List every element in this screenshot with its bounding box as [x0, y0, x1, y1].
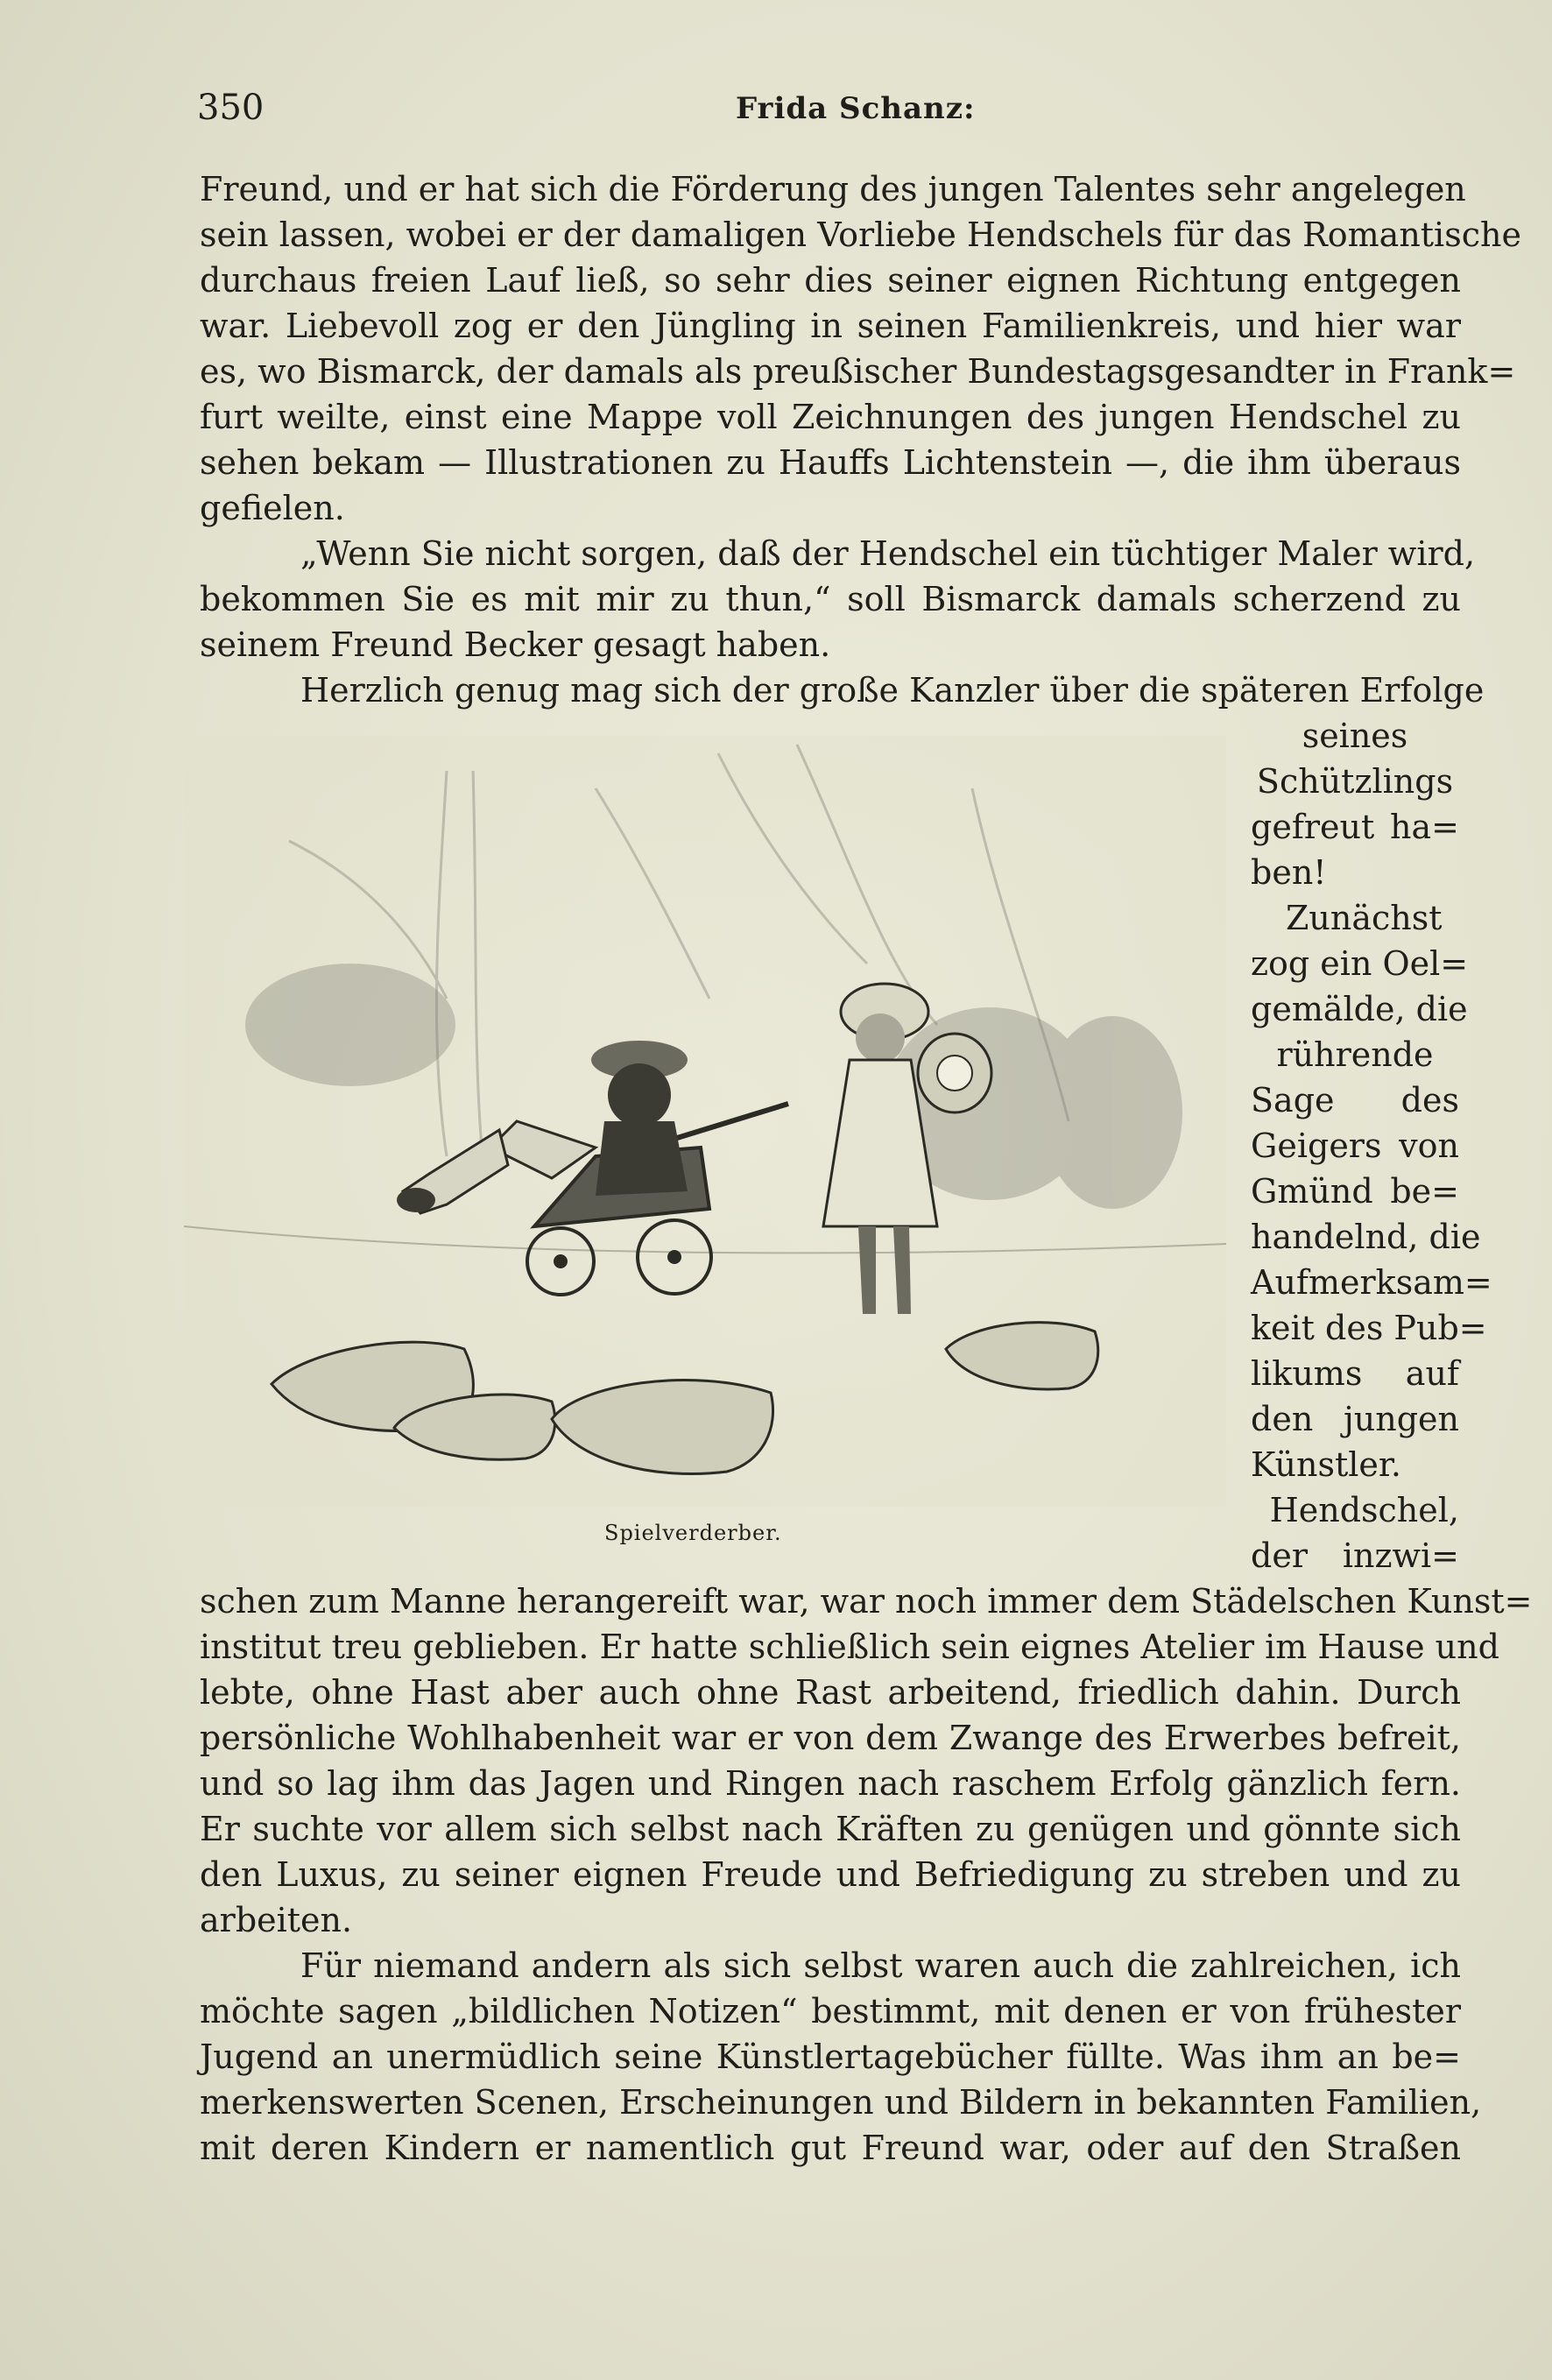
side-text-line: Aufmerksam=	[1251, 1263, 1492, 1302]
text-line: Jugend an unermüdlich seine Künstlertagebücher füllte. Was ihm an be=	[200, 2037, 1461, 2076]
text-line: seinem Freund Becker gesagt haben.	[200, 625, 831, 664]
side-text-line: ben!	[1251, 853, 1327, 892]
side-text-line: Gmünd be=	[1251, 1172, 1459, 1211]
text-line: merkenswerten Scenen, Erscheinungen und Bildern in bekannten Familien,	[200, 2083, 1482, 2122]
text-line: es, wo Bismarck, der damals als preußischer Bundestagsgesandter in Frank=	[200, 352, 1516, 391]
text-line: war. Liebevoll zog er den Jüngling in seinen Familienkreis, und hier war	[200, 307, 1461, 345]
text-line: Für niemand andern als sich selbst waren auch die zahlreichen, ich	[300, 1946, 1461, 1985]
side-text-line: handelnd, die	[1251, 1218, 1481, 1256]
side-text-line: Hendschel,	[1269, 1491, 1459, 1529]
side-text-line: Geigers von	[1251, 1126, 1459, 1165]
text-line: den Luxus, zu seiner eignen Freude und Befriedigung zu streben und zu	[200, 1855, 1461, 1894]
side-text-line: likums auf	[1251, 1354, 1459, 1393]
text-line: Er suchte vor allem sich selbst nach Kräften zu genügen und gönnte sich	[200, 1810, 1461, 1848]
text-line: und so lag ihm das Jagen und Ringen nach raschem Erfolg gänzlich fern.	[200, 1764, 1461, 1803]
figure-caption: Spielverderber.	[604, 1521, 782, 1545]
text-line: persönliche Wohlhabenheit war er von dem Zwange des Erwerbes befreit,	[200, 1719, 1461, 1757]
illustration-children-playing	[184, 736, 1226, 1507]
side-text-line: Sage des	[1251, 1081, 1459, 1119]
side-text-line: Schützlings	[1256, 762, 1454, 801]
side-text-line: der inzwi=	[1251, 1536, 1459, 1575]
side-text-line: gefreut ha=	[1251, 808, 1459, 846]
text-line: institut treu geblieben. Er hatte schließlich sein eignes Atelier im Hause und	[200, 1628, 1499, 1666]
side-text-line: keit des Pub=	[1251, 1309, 1487, 1347]
text-line: sehen bekam — Illustrationen zu Hauffs Lichtenstein —, die ihm überaus	[200, 443, 1461, 482]
side-text-line: Zunächst	[1286, 899, 1443, 937]
side-text-line: zog ein Oel=	[1251, 944, 1469, 983]
side-text-line: seines	[1302, 717, 1408, 755]
text-line: schen zum Manne herangereift war, war noch immer dem Städelschen Kunst=	[200, 1582, 1533, 1621]
side-text-line: rührende	[1276, 1035, 1434, 1074]
text-line: Herzlich genug mag sich der große Kanzler über die späteren Erfolge	[300, 671, 1485, 710]
text-line: furt weilte, einst eine Mappe voll Zeichnungen des jungen Hendschel zu	[200, 398, 1461, 436]
text-line: arbeiten.	[200, 1901, 353, 1939]
text-line: mit deren Kindern er namentlich gut Freund war, oder auf den Straßen	[200, 2129, 1461, 2167]
text-line: bekommen Sie es mit mir zu thun,“ soll Bismarck damals scherzend zu	[200, 580, 1461, 618]
text-line: sein lassen, wobei er der damaligen Vorliebe Hendschels für das Romantische	[200, 215, 1521, 254]
text-line: Freund, und er hat sich die Förderung des jungen Talentes sehr angelegen	[200, 170, 1466, 208]
page-header	[197, 88, 1429, 140]
side-text-line: gemälde, die	[1251, 990, 1468, 1028]
running-head: Frida Schanz:	[736, 91, 976, 126]
text-line: möchte sagen „bildlichen Notizen“ bestimmt, mit denen er von frühester	[200, 1992, 1461, 2030]
text-line: gefielen.	[200, 489, 345, 527]
text-line: „Wenn Sie nicht sorgen, daß der Hendschel ein tüchtiger Maler wird,	[300, 534, 1476, 573]
page-number: 350	[197, 88, 265, 128]
side-text-line: Künstler.	[1251, 1445, 1401, 1484]
text-line: durchaus freien Lauf ließ, so sehr dies seiner eignen Richtung entgegen	[200, 261, 1461, 300]
text-line: lebte, ohne Hast aber auch ohne Rast arbeitend, friedlich dahin. Durch	[200, 1673, 1461, 1712]
side-text-line: den jungen	[1251, 1400, 1459, 1438]
